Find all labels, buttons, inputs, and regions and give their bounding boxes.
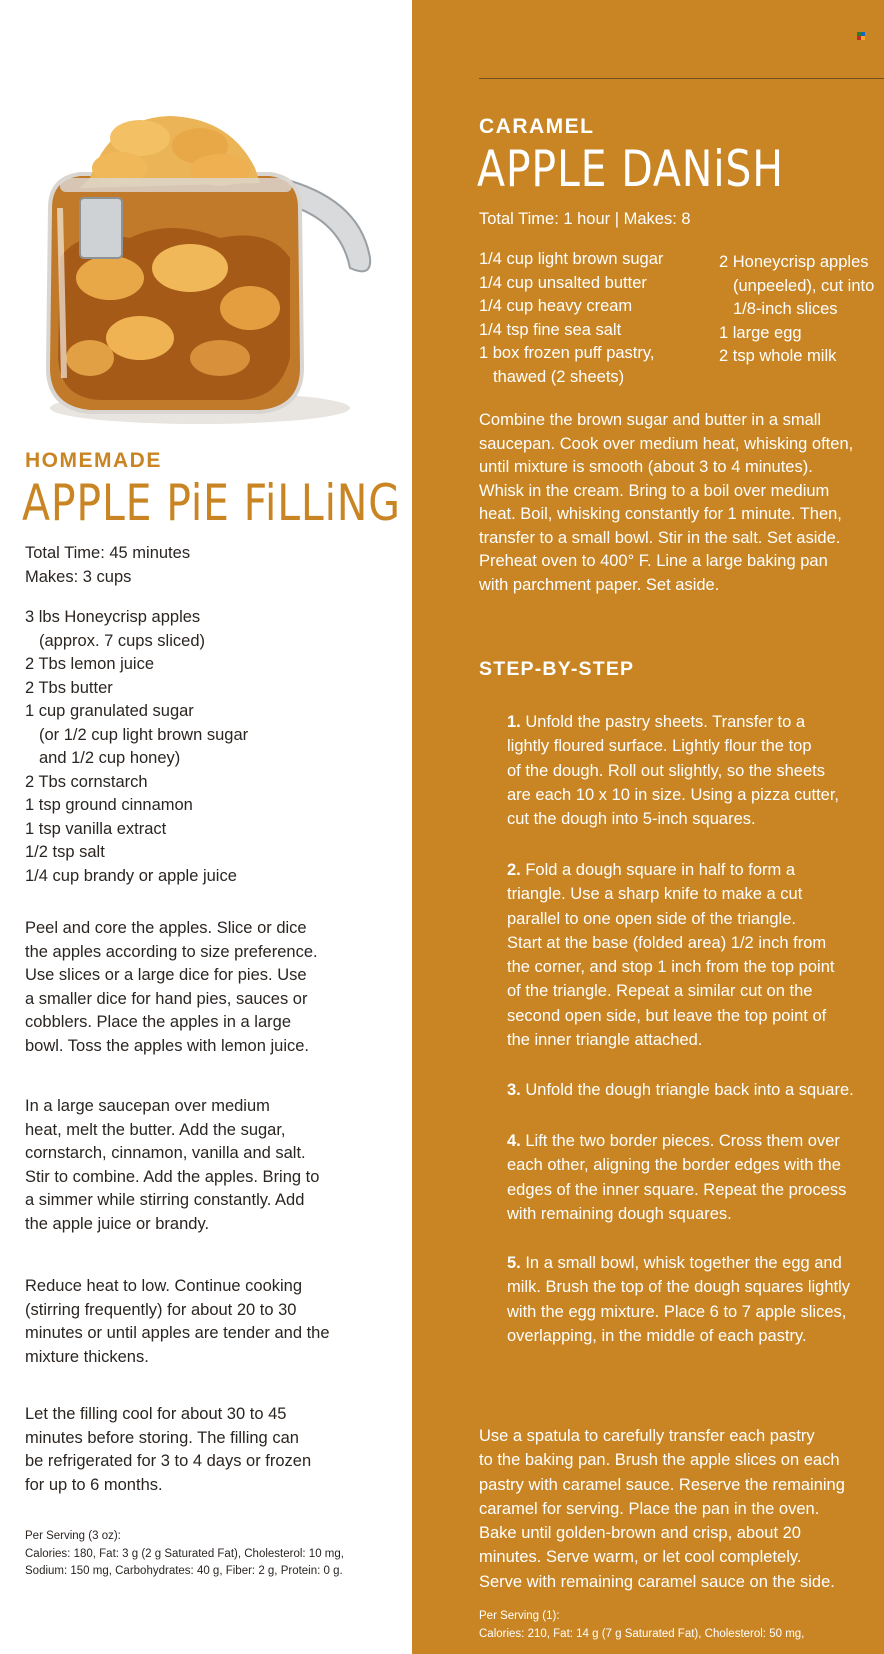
text-line: cut the dough into 5-inch squares.: [507, 810, 756, 829]
ingredient-item: 1/4 cup brandy or apple juice: [25, 866, 237, 885]
ingredient-item: 1 tsp vanilla extract: [25, 819, 167, 838]
text-line: Bake until golden-brown and crisp, about 20: [479, 1524, 801, 1543]
text-line: (stirring frequently) for about 20 to 30: [25, 1300, 297, 1319]
text-line: a smaller dice for hand pies, sauces or: [25, 989, 308, 1008]
text-line: parallel to one open side of the triangle.: [507, 909, 796, 928]
ingredient-item: and 1/2 cup honey): [39, 749, 181, 767]
ingredient-item: 1 box frozen puff pastry,: [479, 344, 655, 362]
text-line: of the triangle. Repeat a similar cut on the: [507, 982, 813, 1001]
step-1: [507, 710, 839, 831]
step-2: [507, 858, 834, 1052]
left-recipe-title: APPLE PiE FiLLiNG: [22, 474, 401, 532]
text-line: Start at the base (folded area) 1/2 inch from: [507, 933, 827, 952]
right-meta: Total Time: 1 hour | Makes: 8: [479, 210, 691, 228]
step-number: 2.: [507, 861, 521, 879]
ingredient-item: 1/4 cup unsalted butter: [479, 273, 647, 292]
step-number: 5.: [507, 1254, 521, 1272]
step-number: 3.: [507, 1081, 521, 1099]
text-line: second open side, but leave the top point of: [507, 1006, 827, 1025]
text-line: Unfold the dough triangle back into a square.: [520, 1081, 854, 1099]
ingredient-item: 1 large egg: [719, 323, 802, 342]
left-kicker: HOMEMADE: [25, 449, 162, 472]
text-line: pastry with caramel sauce. Reserve the remaining: [479, 1475, 845, 1494]
nutrition-line: Calories: 180, Fat: 3 g (2 g Saturated Fat), Cholesterol: 10 mg,: [25, 1547, 344, 1560]
ingredient-item: (or 1/2 cup light brown sugar: [39, 725, 249, 744]
text-line: Use slices or a large dice for pies. Use: [25, 966, 307, 984]
text-line: Fold a dough square in half to form a: [520, 861, 796, 879]
text-line: be refrigerated for 3 to 4 days or frozen: [25, 1452, 312, 1470]
ingredient-item: 1 cup granulated sugar: [25, 702, 194, 720]
text-line: the apples according to size preference.: [25, 942, 318, 961]
text-line: In a large saucepan over medium: [25, 1097, 270, 1115]
ingredient-item: 1/4 cup light brown sugar: [479, 250, 664, 268]
step-4: [507, 1129, 846, 1226]
ingredient-item: 1 tsp ground cinnamon: [25, 796, 193, 814]
total-time: Total Time: 45 minutes: [25, 544, 191, 562]
text-line: Whisk in the cream. Bring to a boil over medium: [479, 481, 830, 500]
text-line: for up to 6 months.: [25, 1475, 163, 1494]
text-line: of the dough. Roll out slightly, so the sheets: [507, 761, 825, 780]
text-line: triangle. Use a sharp knife to make a cut: [507, 885, 803, 904]
text-line: with the egg mixture. Place 6 to 7 apple slices,: [507, 1302, 847, 1321]
text-line: Preheat oven to 400° F. Line a large baking pan: [479, 552, 828, 570]
right-intro: [479, 409, 853, 597]
text-line: saucepan. Cook over medium heat, whisking often,: [479, 434, 854, 453]
right-nutrition: [479, 1608, 804, 1643]
left-paragraph-3: [25, 1275, 385, 1369]
text-line: minutes or until apples are tender and the: [25, 1324, 330, 1342]
text-line: overlapping, in the middle of each pastry.: [507, 1326, 807, 1345]
ingredient-item: 1/4 cup heavy cream: [479, 297, 633, 315]
text-line: minutes before storing. The filling can: [25, 1428, 299, 1447]
text-line: Use a spatula to carefully transfer each pastry: [479, 1427, 815, 1445]
right-ingredients-col2: [719, 251, 874, 369]
ingredient-item: 1/8-inch slices: [733, 300, 838, 318]
nutrition-line: Sodium: 150 mg, Carbohydrates: 40 g, Fiber: 2 g, Protein: 0 g.: [25, 1565, 343, 1577]
text-line: Stir to combine. Add the apples. Bring to: [25, 1167, 320, 1186]
text-line: heat. Boil, whisking constantly for 1 minute. Then,: [479, 505, 842, 523]
ingredient-item: 1/4 tsp fine sea salt: [479, 320, 622, 339]
ingredient-item: 2 Tbs butter: [25, 678, 113, 697]
text-line: mixture thickens.: [25, 1347, 149, 1366]
text-line: each other, aligning the border edges with the: [507, 1156, 841, 1175]
right-kicker: CARAMEL: [479, 115, 595, 138]
text-line: Peel and core the apples. Slice or dice: [25, 919, 307, 937]
apple-filling-jar-image: [20, 108, 392, 428]
right-recipe-title: APPLE DANiSH: [477, 140, 784, 198]
step-by-step-heading: STEP-BY-STEP: [479, 658, 635, 680]
text-line: Reduce heat to low. Continue cooking: [25, 1277, 303, 1295]
left-meta: [25, 542, 385, 589]
nutrition-line: Per Serving (1):: [479, 1610, 560, 1622]
right-ingredients-col1: [479, 248, 663, 389]
makes: Makes: 3 cups: [25, 567, 132, 586]
left-paragraph-4: [25, 1403, 385, 1497]
text-line: caramel for serving. Place the pan in the oven.: [479, 1499, 820, 1518]
text-line: In a small bowl, whisk together the egg and: [520, 1254, 842, 1272]
ingredient-item: 2 Tbs lemon juice: [25, 655, 155, 673]
ingredient-item: 2 Tbs cornstarch: [25, 772, 148, 791]
text-line: the apple juice or brandy.: [25, 1214, 210, 1233]
nutrition-line: Per Serving (3 oz):: [25, 1530, 121, 1542]
text-line: milk. Brush the top of the dough squares lightly: [507, 1278, 851, 1297]
step-number: 1.: [507, 713, 521, 731]
step-number: 4.: [507, 1132, 521, 1150]
text-line: are each 10 x 10 in size. Using a pizza cutter,: [507, 785, 840, 804]
text-line: with parchment paper. Set aside.: [479, 575, 720, 594]
ingredient-item: thawed (2 sheets): [493, 367, 625, 386]
left-paragraph-2: [25, 1095, 385, 1236]
top-divider: [479, 78, 884, 79]
left-ingredients: [25, 606, 385, 888]
text-line: bowl. Toss the apples with lemon juice.: [25, 1036, 310, 1055]
text-line: Lift the two border pieces. Cross them over: [520, 1132, 840, 1150]
text-line: lightly floured surface. Lightly flour the top: [507, 737, 812, 756]
text-line: Serve with remaining caramel sauce on the side.: [479, 1572, 835, 1591]
ingredient-item: 2 tsp whole milk: [719, 347, 837, 365]
text-line: edges of the inner square. Repeat the process: [507, 1180, 847, 1199]
left-paragraph-1: [25, 917, 385, 1058]
right-final-paragraph: [479, 1424, 845, 1594]
text-line: a simmer while stirring constantly. Add: [25, 1191, 305, 1209]
text-line: to the baking pan. Brush the apple slices on each: [479, 1451, 840, 1470]
text-line: cornstarch, cinnamon, vanilla and salt.: [25, 1144, 306, 1162]
text-line: until mixture is smooth (about 3 to 4 minutes).: [479, 458, 813, 476]
text-line: Let the filling cool for about 30 to 45: [25, 1405, 287, 1423]
nutrition-line: Calories: 210, Fat: 14 g (7 g Saturated Fat), Cholesterol: 50 mg,: [479, 1627, 805, 1640]
text-line: Unfold the pastry sheets. Transfer to a: [520, 713, 806, 731]
ingredient-item: (unpeeled), cut into: [733, 276, 875, 295]
ingredient-item: (approx. 7 cups sliced): [39, 631, 205, 650]
left-nutrition: [25, 1528, 344, 1581]
text-line: Combine the brown sugar and butter in a small: [479, 411, 822, 429]
text-line: with remaining dough squares.: [507, 1204, 732, 1223]
ingredient-item: 3 lbs Honeycrisp apples: [25, 608, 201, 626]
text-line: cobblers. Place the apples in a large: [25, 1013, 291, 1031]
step-3: [507, 1078, 854, 1102]
text-line: the inner triangle attached.: [507, 1031, 703, 1050]
ingredient-item: 1/2 tsp salt: [25, 843, 105, 861]
text-line: minutes. Serve warm, or let cool completely.: [479, 1548, 802, 1567]
color-dots-icon: [857, 32, 865, 40]
step-5: [507, 1251, 850, 1348]
text-line: transfer to a small bowl. Stir in the salt. Set aside.: [479, 528, 841, 547]
text-line: heat, melt the butter. Add the sugar,: [25, 1120, 286, 1139]
ingredient-item: 2 Honeycrisp apples: [719, 253, 869, 271]
text-line: the corner, and stop 1 inch from the top point: [507, 958, 835, 977]
